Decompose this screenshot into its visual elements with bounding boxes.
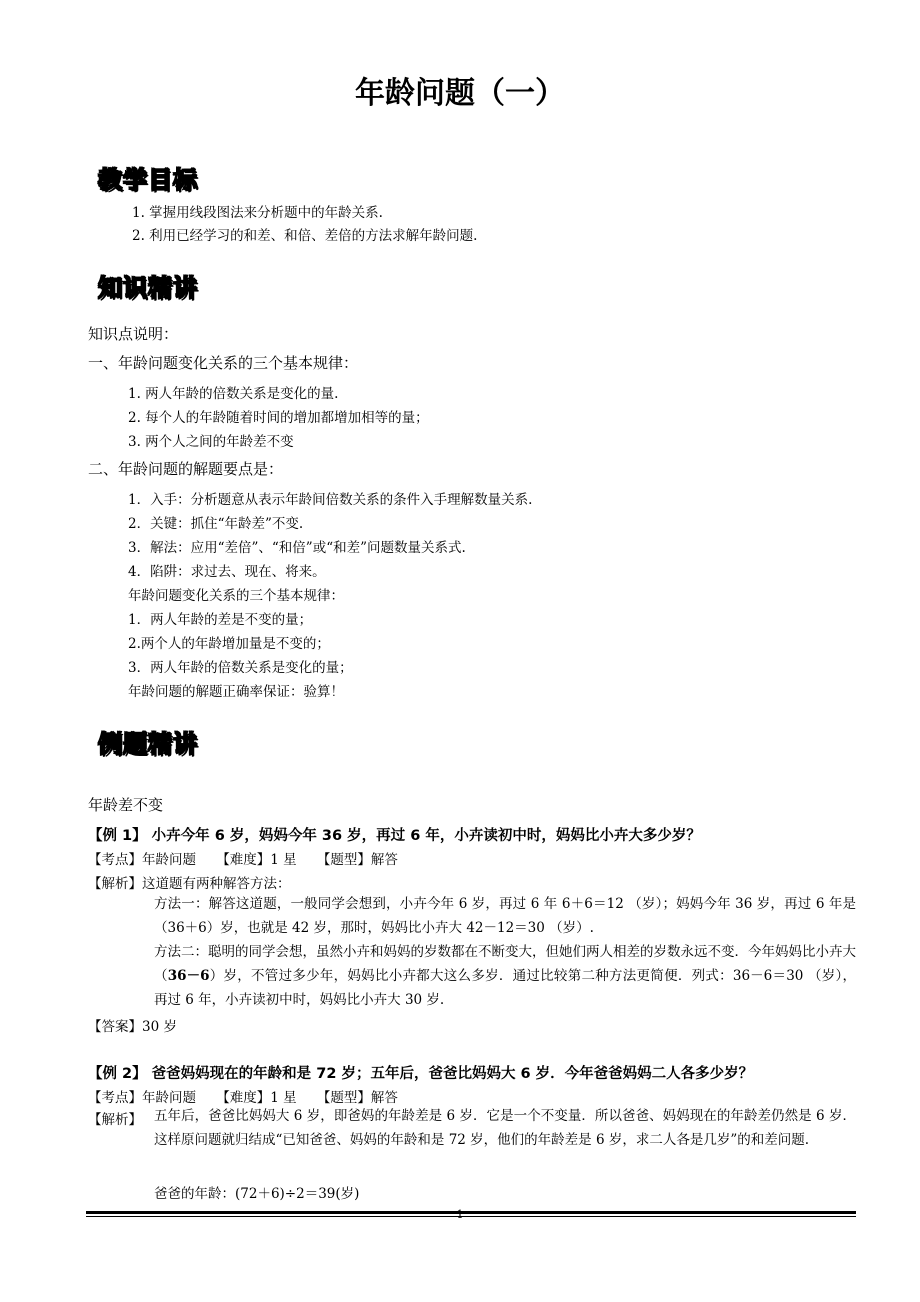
goal-item-2: 2. 利用已经学习的和差、和倍、差倍的方法求解年龄问题. [132,228,478,244]
page-number: 1 [456,1208,464,1221]
knowledge-part2-item: 1．入手：分析题意从表示年龄间倍数关系的条件入手理解数量关系. [128,492,533,508]
example1-method1: 方法一：解答这道题，一般同学会想到，小卉今年 6 岁，再过 6 年 6＋6＝12 （岁）；妈妈今年 36 岁，再过 6 年是（36＋6）岁，也就是 42 岁，那时，妈妈比小卉大 42－12＝30 （岁）. [154,896,856,936]
example2-analysis-label: 【解析】 [88,1108,142,1128]
knowledge-part1-item: 3. 两个人之间的年龄差不变 [128,434,294,450]
rules-item: 2.两个人的年龄增加量是不变的； [128,636,330,652]
knowledge-part2-item: 4．陷阱：求过去、现在、将来。 [128,564,326,580]
example1-analysis-label: 【解析】这道题有两种解答方法： [88,876,291,892]
example1-meta: 【考点】年龄问题 【难度】1 星 【题型】解答 [88,852,398,868]
rules-heading: 年龄问题变化关系的三个基本规律： [128,588,344,604]
example1-question: 【例 1】 小卉今年 6 岁，妈妈今年 36 岁，再过 6 年，小卉读初中时，妈妈比小卉大多少岁？ [88,828,701,844]
example2-meta: 【考点】年龄问题 【难度】1 星 【题型】解答 [88,1090,398,1106]
example1-method2-post: ）岁，不管过多少年，妈妈比小卉都大这么多岁．通过比较第二种方法更简便．列式：36－6＝30 （岁），再过 6 年，小卉读初中时，妈妈比小卉大 30 岁. [154,968,856,1008]
example2-question: 【例 2】 爸爸妈妈现在的年龄和是 72 岁；五年后，爸爸比妈妈大 6 岁．今年爸爸妈妈二人各多少岁？ [88,1066,754,1082]
rules-item: 3．两人年龄的倍数关系是变化的量； [128,660,353,676]
check-note: 年龄问题的解题正确率保证：验算！ [128,684,344,700]
section-heading-knowledge: 知识精讲 [98,274,198,302]
knowledge-part1-item: 1. 两人年龄的倍数关系是变化的量. [128,386,339,402]
example2-dad-age: 爸爸的年龄：(72＋6)÷2＝39(岁) [154,1186,360,1202]
page-title: 年龄问题（一） [355,76,565,111]
knowledge-part2-item: 3．解法：应用“差倍”、“和倍”或“和差”问题数量关系式. [128,540,466,556]
example1-method2-bold: 36－6 [167,968,210,984]
knowledge-intro: 知识点说明： [88,325,179,343]
example2-analysis: 五年后，爸爸比妈妈大 6 岁，即爸妈的年龄差是 6 岁．它是一个不变量．所以爸爸、妈妈现在的年龄差仍然是 6 岁．这样原问题就归结成“已知爸爸、妈妈的年龄和是 72 岁，他们的年龄差是 6 岁，求二人各是几岁”的和差问题. [154,1108,856,1148]
example1-method2-pre: 方法二：聪明的同学会想，虽然小卉和妈妈的岁数都在不断变大，但她们两人相差的岁数永远不变．今年妈妈比小卉大（ [154,944,856,984]
section-heading-goals: 教学目标 [98,166,198,194]
knowledge-part2-item: 2．关键：抓住“年龄差”不变. [128,516,304,532]
rules-item: 1．两人年龄的差是不变的量； [128,612,313,628]
knowledge-part2-heading: 二、年龄问题的解题要点是： [88,460,284,478]
goal-item-1: 1. 掌握用线段图法来分析题中的年龄关系. [132,205,383,221]
example1-method2 [154,940,856,1012]
knowledge-part1-heading: 一、年龄问题变化关系的三个基本规律： [88,354,359,372]
section-heading-examples: 例题精讲 [98,730,198,758]
subheading: 年龄差不变 [88,796,164,814]
example1-answer: 【答案】30 岁 [88,1019,177,1035]
knowledge-part1-item: 2. 每个人的年龄随着时间的增加都增加相等的量； [128,410,429,426]
